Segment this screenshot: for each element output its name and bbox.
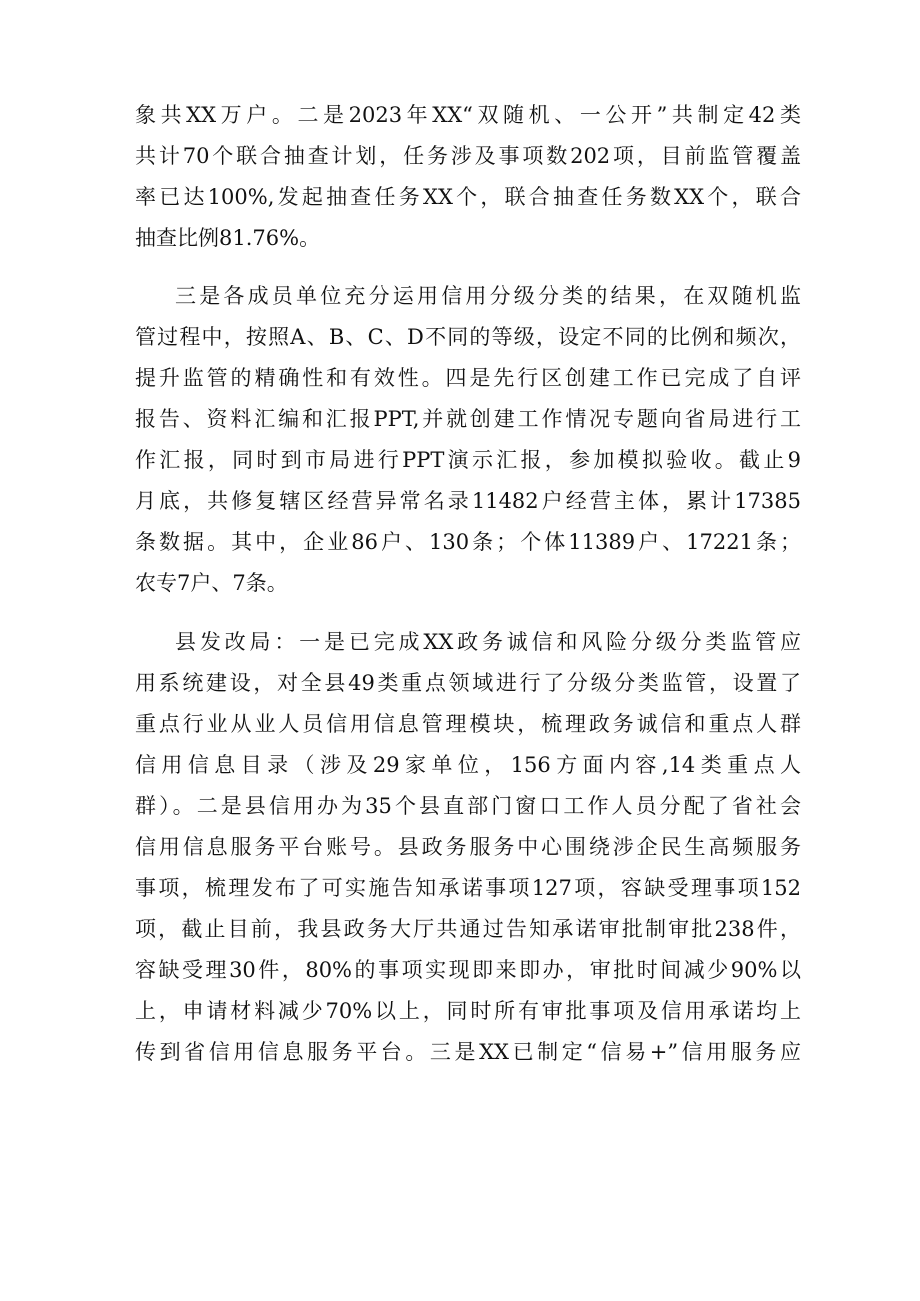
paragraph-line: 抽查比例81.76%。 — [135, 226, 321, 250]
paragraph-line: 重点行业从业人员信用信息管理模块，梳理政务诚信和重点人群 — [135, 712, 801, 736]
paragraph-line: 项，截止目前，我县政务大厅共通过告知承诺审批制审批238件， — [135, 917, 801, 941]
paragraph-line: 容缺受理30件，80%的事项实现即来即办，审批时间减少90%以 — [135, 958, 801, 982]
paragraph-line: 条数据。其中，企业86户、130条；个体11389户、17221条； — [135, 530, 801, 554]
paragraph-line: 三是各成员单位充分运用信用分级分类的结果，在双随机监 — [175, 284, 801, 308]
paragraph-line: 提升监管的精确性和有效性。四是先行区创建工作已完成了自评 — [135, 366, 801, 390]
paragraph-line: 率已达100%,发起抽查任务XX个，联合抽查任务数XX个，联合 — [135, 185, 801, 209]
paragraph-line: 管过程中，按照A、B、C、D不同的等级，设定不同的比例和频次， — [135, 325, 801, 349]
paragraph-line: 报告、资料汇编和汇报PPT,并就创建工作情况专题向省局进行工 — [135, 407, 801, 431]
paragraph-line: 县发改局：一是已完成XX政务诚信和风险分级分类监管应 — [175, 630, 801, 654]
paragraph-line: 传到省信用信息服务平台。三是XX已制定“信易+”信用服务应 — [135, 1040, 801, 1064]
paragraph-line: 群）。二是县信用办为35个县直部门窗口工作人员分配了省社会 — [135, 794, 801, 818]
paragraph-line: 月底，共修复辖区经营异常名录11482户经营主体，累计17385 — [135, 489, 801, 513]
paragraph-line: 农专7户、7条。 — [135, 571, 288, 595]
paragraph-line: 事项，梳理发布了可实施告知承诺事项127项，容缺受理事项152 — [135, 876, 801, 900]
paragraph-line: 作汇报，同时到市局进行PPT演示汇报，参加模拟验收。截止9 — [135, 448, 801, 472]
paragraph-line: 共计70个联合抽查计划，任务涉及事项数202项，目前监管覆盖 — [135, 144, 801, 168]
paragraph-line: 信用信息目录（涉及29家单位，156方面内容,14类重点人 — [135, 753, 801, 777]
paragraph-line: 用系统建设，对全县49类重点领域进行了分级分类监管，设置了 — [135, 671, 801, 695]
paragraph-line: 上，申请材料减少70%以上，同时所有审批事项及信用承诺均上 — [135, 999, 801, 1023]
paragraph-line: 信用信息服务平台账号。县政务服务中心围绕涉企民生高频服务 — [135, 835, 801, 859]
paragraph-line: 象共XX万户。二是2023年XX“双随机、一公开”共制定42类 — [135, 103, 801, 127]
